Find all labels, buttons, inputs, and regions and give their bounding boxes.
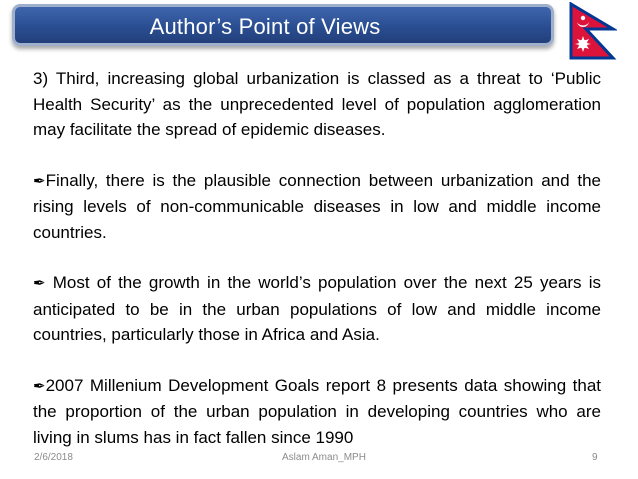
nepal-flag-icon — [569, 2, 617, 60]
paragraph-text: 3) Third, increasing global urbanization is classed as a threat to ‘Public Health Security’ as the unprecedented level of population agglomeration may facilitate the spread of epidemic diseases. — [33, 69, 601, 139]
paragraph-text: Finally, there is the plausible connection between urbanization and the rising levels of non-communicable diseases in low and middle income countries. — [33, 170, 601, 242]
paragraph-text: 2007 Millenium Development Goals report 8 presents data showing that the proportion of the urban population in developing countries who are living in slums has in fact fallen since 1990 — [33, 375, 601, 447]
pointing-hand-icon: ✒ — [33, 171, 46, 190]
paragraph-text: Most of the growth in the world’s population over the next 25 years is anticipated to be in the urban populations of low and middle income countries, particularly those in Africa and Asia. — [33, 273, 601, 344]
slide-title: Author’s Point of Views — [149, 14, 381, 39]
page-number: 9 — [592, 452, 598, 463]
footer-author: Aslam Aman_MPH — [282, 452, 366, 463]
title-banner — [12, 4, 554, 46]
paragraph-population-growth — [33, 270, 601, 348]
paragraph-ncd-connection — [33, 168, 601, 246]
pointing-hand-icon: ✒ — [33, 376, 46, 395]
pointing-hand-icon: ✒ — [33, 274, 46, 292]
paragraph-third-point — [33, 66, 601, 143]
slide-body — [33, 66, 601, 450]
footer-date: 2/6/2018 — [34, 452, 73, 463]
paragraph-mdg-report — [33, 373, 601, 451]
